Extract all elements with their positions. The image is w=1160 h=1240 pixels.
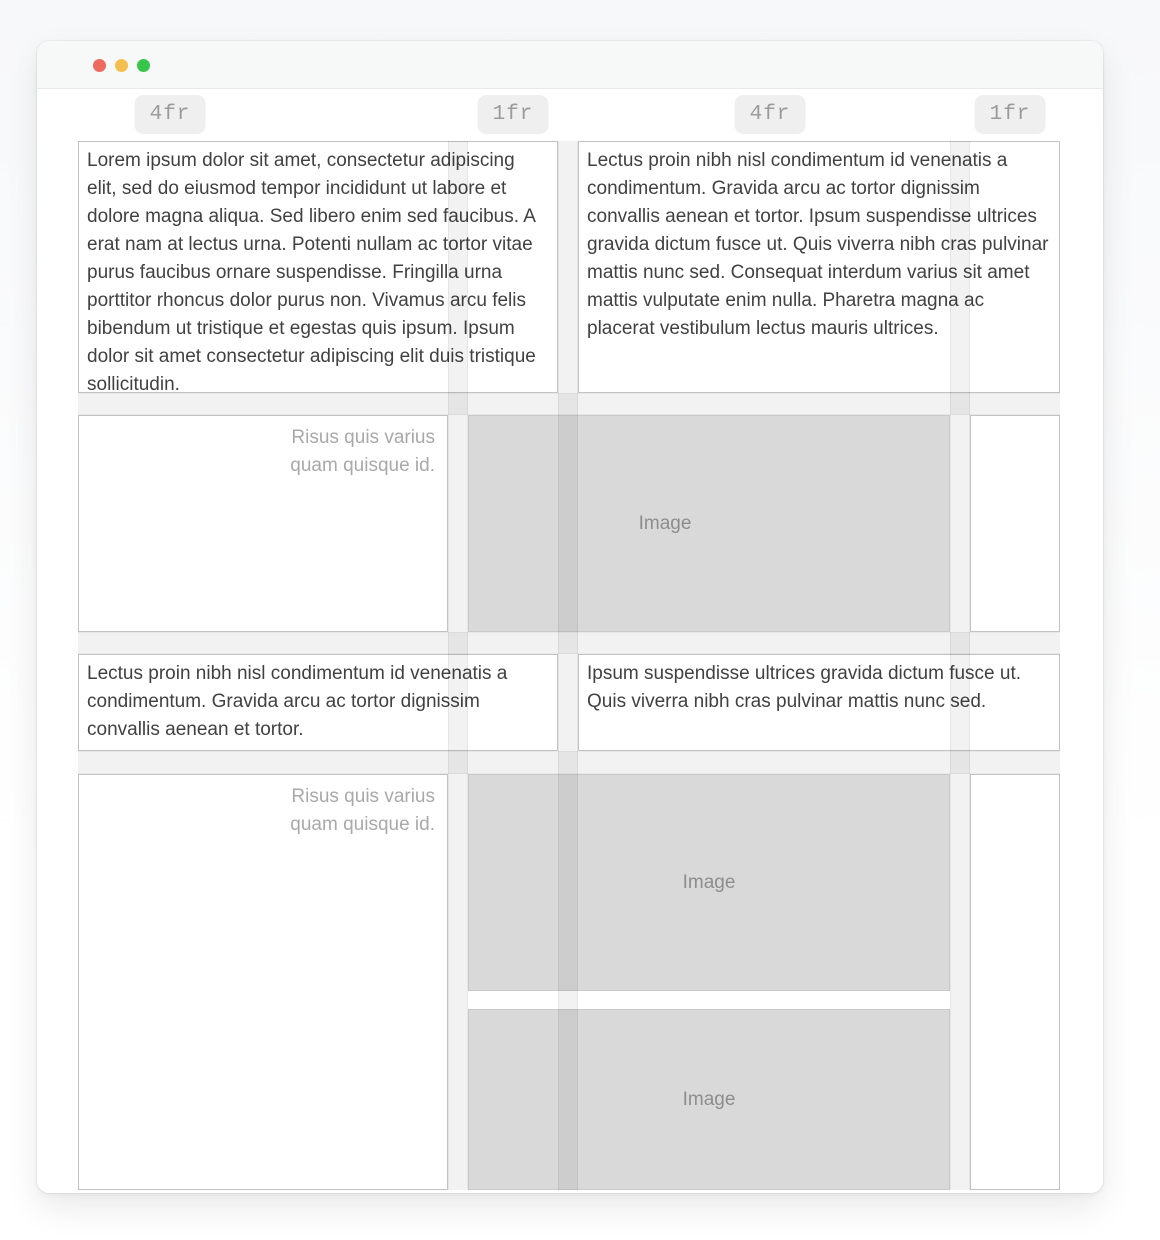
grid-layout [78,141,1060,1190]
image-placeholder-label: Image [638,512,692,534]
browser-window [37,41,1103,1193]
grid-column-gap-overlay [448,141,468,1190]
image-placeholder-1 [468,415,950,632]
maximize-button[interactable] [137,59,150,72]
text-cell-row1-right: Lectus proin nibh nisl condimentum id venenatis a condimentum. Gravida arcu ac tortor dignissim convallis aenean et tortor. Ipsum suspendisse ultrices gravida dictum fusce ut. Quis viverra nibh cras pulvinar mattis nunc sed. Consequat interdum varius sit amet mattis vulputate enim nulla. Pharetra magna ac placerat vestibulum lectus mauris ultrices. [578,141,1060,393]
grid-row-gap-overlay [78,393,1060,415]
window-titlebar [37,41,1103,89]
caption-cell-row2-left [78,415,448,632]
page-content [37,90,1103,1193]
caption-cell-row4-left [78,774,448,1190]
image-placeholder-3 [468,1009,950,1190]
caption-text: Risus quis varius quam quisque id. [290,786,435,835]
empty-cell-row2-right [970,415,1060,632]
grid-row-gap-overlay [78,751,1060,774]
grid-track-label-4fr-1: 4fr [135,95,206,134]
close-button[interactable] [93,59,106,72]
image-placeholder-label: Image [682,1088,736,1110]
grid-track-label-1fr-1: 1fr [478,95,549,134]
caption-text: Risus quis varius quam quisque id. [290,427,435,476]
grid-column-gap-overlay [950,141,970,1190]
grid-column-gap-overlay [558,141,578,1190]
minimize-button[interactable] [115,59,128,72]
image-placeholder-label: Image [682,871,736,893]
image-placeholder-2 [468,774,950,991]
text-cell-row3-right: Ipsum suspendisse ultrices gravida dictum fusce ut. Quis viverra nibh cras pulvinar mattis nunc sed. [578,654,1060,751]
text-cell-row3-left: Lectus proin nibh nisl condimentum id venenatis a condimentum. Gravida arcu ac tortor dignissim convallis aenean et tortor. [78,654,558,751]
grid-row-gap-overlay [78,632,1060,654]
grid-track-label-1fr-2: 1fr [975,95,1046,134]
empty-cell-row4-right [970,774,1060,1190]
grid-track-label-4fr-2: 4fr [735,95,806,134]
text-cell-row1-left: Lorem ipsum dolor sit amet, consectetur adipiscing elit, sed do eiusmod tempor incididunt ut labore et dolore magna aliqua. Sed libero enim sed faucibus. A erat nam at lectus urna. Potenti nullam ac tortor vitae purus faucibus ornare suspendisse. Fringilla urna porttitor rhoncus dolor purus non. Vivamus arcu felis bibendum ut tristique et egestas quis ipsum. Ipsum dolor sit amet consectetur adipiscing elit duis tristique sollicitudin. [78,141,558,393]
